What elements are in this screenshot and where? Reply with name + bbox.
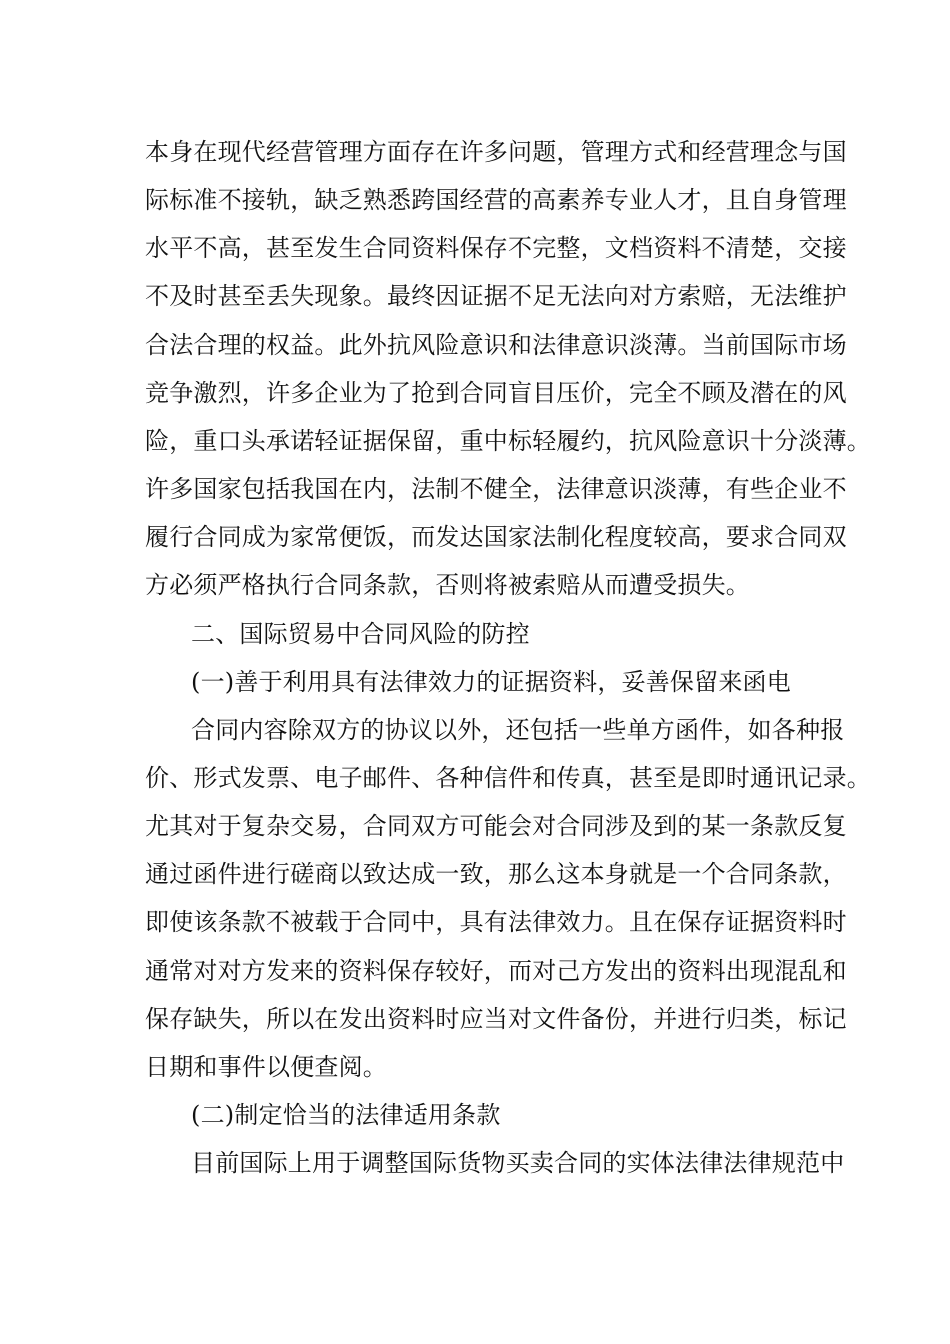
- paragraph-line: 履行合同成为家常便饭，而发达国家法制化程度较高，要求合同双: [145, 523, 847, 551]
- paragraph-line: 目前国际上用于调整国际货物买卖合同的实体法律法律规范中: [191, 1149, 845, 1177]
- subsection-heading: (一)善于利用具有法律效力的证据资料，妥善保留来函电: [191, 668, 791, 696]
- paragraph-line: 日期和事件以便查阅。: [145, 1053, 387, 1081]
- paragraph-line: 竞争激烈，许多企业为了抢到合同盲目压价，完全不顾及潜在的风: [145, 379, 847, 407]
- paragraph-line: 合法合理的权益。此外抗风险意识和法律意识淡薄。当前国际市场: [145, 331, 847, 359]
- paragraph-line: 方必须严格执行合同条款，否则将被索赔从而遭受损失。: [145, 571, 750, 599]
- paragraph-line: 通常对对方发来的资料保存较好，而对己方发出的资料出现混乱和: [145, 957, 847, 985]
- paragraph-line: 通过函件进行磋商以致达成一致，那么这本身就是一个合同条款，: [145, 860, 847, 888]
- paragraph-line: 际标准不接轨，缺乏熟悉跨国经营的高素养专业人才，且自身管理: [145, 186, 847, 214]
- paragraph-line: 合同内容除双方的协议以外，还包括一些单方函件，如各种报: [191, 716, 845, 744]
- paragraph-line: 价、形式发票、电子邮件、各种信件和传真，甚至是即时通讯记录。: [145, 764, 871, 792]
- subsection-heading: (二)制定恰当的法律适用条款: [191, 1101, 501, 1129]
- section-heading: 二、国际贸易中合同风险的防控: [191, 620, 530, 648]
- paragraph-line: 本身在现代经营管理方面存在许多问题，管理方式和经营理念与国: [145, 138, 847, 166]
- paragraph-line: 不及时甚至丢失现象。最终因证据不足无法向对方索赔，无法维护: [145, 282, 847, 310]
- paragraph-line: 即使该条款不被载于合同中，具有法律效力。且在保存证据资料时: [145, 908, 847, 936]
- paragraph-line: 许多国家包括我国在内，法制不健全，法律意识淡薄，有些企业不: [145, 475, 847, 503]
- paragraph-line: 水平不高，甚至发生合同资料保存不完整，文档资料不清楚，交接: [145, 234, 847, 262]
- paragraph-line: 保存缺失，所以在发出资料时应当对文件备份，并进行归类，标记: [145, 1005, 847, 1033]
- paragraph-line: 险，重口头承诺轻证据保留，重中标轻履约，抗风险意识十分淡薄。: [145, 427, 871, 455]
- paragraph-line: 尤其对于复杂交易，合同双方可能会对合同涉及到的某一条款反复: [145, 812, 847, 840]
